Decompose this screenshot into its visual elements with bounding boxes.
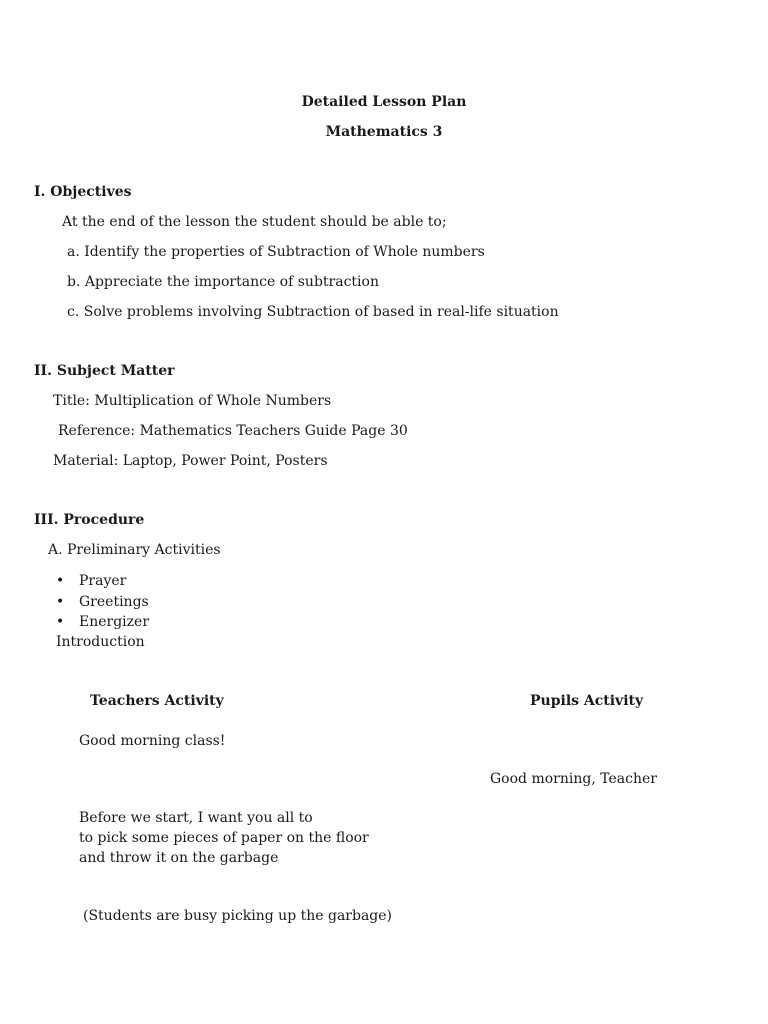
subject-material: Material: Laptop, Power Point, Posters (53, 453, 328, 469)
pupil-greeting: Good morning, Teacher (490, 771, 657, 787)
introduction-label: Introduction (56, 634, 145, 650)
subject-title: Title: Multiplication of Whole Numbers (53, 393, 332, 409)
teachers-activity-header: Teachers Activity (90, 693, 224, 709)
student-action: (Students are busy picking up the garbage) (83, 908, 393, 924)
objective-item-b: b. Appreciate the importance of subtraction (67, 274, 379, 290)
subject-matter-heading: II. Subject Matter (34, 363, 175, 379)
procedure-heading: III. Procedure (34, 512, 145, 528)
document-subtitle: Mathematics 3 (325, 124, 443, 140)
teacher-instruction-line-3: and throw it on the garbage (79, 850, 279, 866)
objective-item-a: a. Identify the properties of Subtraction of Whole numbers (67, 244, 485, 260)
teacher-instruction-line-2: to pick some pieces of paper on the floor (79, 830, 369, 846)
activity-energizer: Energizer (79, 614, 150, 630)
teacher-instruction-line-1: Before we start, I want you all to (79, 810, 313, 826)
bullet-icon: • (56, 614, 65, 630)
objectives-heading: I. Objectives (34, 184, 132, 200)
subject-reference: Reference: Mathematics Teachers Guide Page 30 (58, 423, 408, 439)
bullet-icon: • (56, 594, 65, 610)
activity-prayer: Prayer (79, 573, 127, 589)
preliminary-activities: A. Preliminary Activities (48, 542, 221, 558)
pupils-activity-header: Pupils Activity (530, 693, 644, 709)
objective-item-c: c. Solve problems involving Subtraction of based in real-life situation (67, 304, 559, 320)
objectives-intro: At the end of the lesson the student should be able to; (62, 214, 447, 230)
bullet-icon: • (56, 573, 65, 589)
document-title: Detailed Lesson Plan (301, 94, 467, 110)
activity-greetings: Greetings (79, 594, 149, 610)
teacher-greeting: Good morning class! (79, 733, 226, 749)
